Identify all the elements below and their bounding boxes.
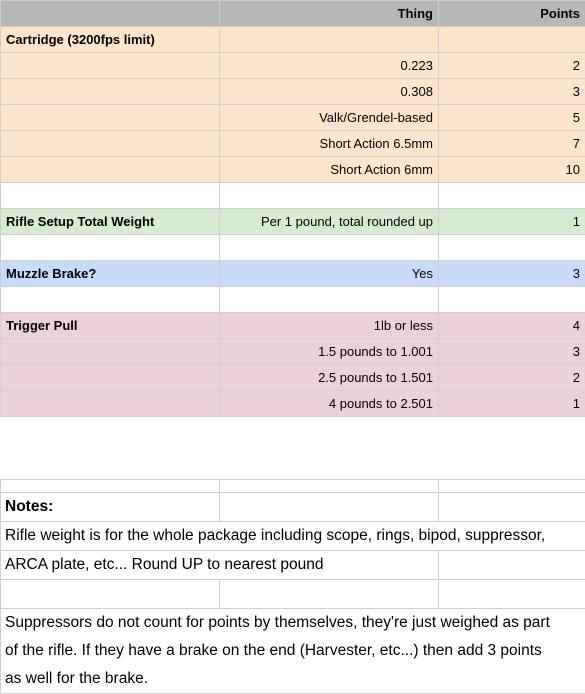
notes-table bbox=[0, 479, 585, 694]
suppressor-note-row bbox=[1, 665, 585, 694]
cell[interactable] bbox=[1, 365, 220, 391]
thing-cell[interactable]: Per 1 pound, total rounded up bbox=[220, 209, 439, 235]
header-points[interactable]: Points bbox=[439, 1, 585, 27]
trigger-section-row bbox=[1, 313, 585, 339]
weight-row bbox=[1, 209, 585, 235]
cell[interactable] bbox=[1, 235, 220, 261]
points-cell[interactable]: 2 bbox=[439, 365, 585, 391]
weight-note-row bbox=[1, 522, 585, 551]
cartridge-section-row bbox=[1, 27, 585, 53]
table-row bbox=[1, 157, 585, 183]
cell[interactable] bbox=[220, 493, 439, 522]
suppressor-note-row bbox=[1, 637, 585, 665]
cell[interactable] bbox=[439, 287, 585, 313]
cell[interactable] bbox=[439, 183, 585, 209]
thing-cell[interactable]: 0.308 bbox=[220, 79, 439, 105]
brake-label[interactable]: Muzzle Brake? bbox=[1, 261, 220, 287]
table-row bbox=[1, 339, 585, 365]
points-cell[interactable]: 7 bbox=[439, 131, 585, 157]
table-row bbox=[1, 79, 585, 105]
brake-row bbox=[1, 261, 585, 287]
cell[interactable] bbox=[1, 580, 220, 609]
table-row bbox=[1, 391, 585, 417]
notes-title[interactable]: Notes: bbox=[1, 493, 220, 522]
points-cell[interactable]: 3 bbox=[439, 79, 585, 105]
table-row bbox=[1, 105, 585, 131]
table-row bbox=[1, 131, 585, 157]
cell[interactable] bbox=[1, 480, 220, 493]
thing-cell[interactable]: 1lb or less bbox=[220, 313, 439, 339]
points-cell[interactable]: 10 bbox=[439, 157, 585, 183]
cell[interactable] bbox=[439, 27, 585, 53]
thing-cell[interactable]: Valk/Grendel-based bbox=[220, 105, 439, 131]
cartridge-label[interactable]: Cartridge (3200fps limit) bbox=[1, 27, 220, 53]
weight-note-row bbox=[1, 551, 585, 580]
cell[interactable] bbox=[1, 53, 220, 79]
suppressor-note-line1[interactable]: Suppressors do not count for points by themselves, they're just weighed as part bbox=[1, 609, 585, 638]
cell[interactable] bbox=[220, 235, 439, 261]
cell[interactable] bbox=[439, 235, 585, 261]
points-cell[interactable]: 5 bbox=[439, 105, 585, 131]
blank-row bbox=[1, 183, 585, 209]
cell[interactable] bbox=[439, 493, 585, 522]
trigger-label[interactable]: Trigger Pull bbox=[1, 313, 220, 339]
header-thing[interactable]: Thing bbox=[220, 1, 439, 27]
suppressor-note-row bbox=[1, 609, 585, 638]
blank-row bbox=[1, 235, 585, 261]
notes-title-row bbox=[1, 493, 585, 522]
cell[interactable] bbox=[220, 480, 439, 493]
thing-cell[interactable]: Short Action 6.5mm bbox=[220, 131, 439, 157]
suppressor-note-line3[interactable]: as well for the brake. bbox=[1, 665, 585, 694]
thing-cell[interactable]: 2.5 pounds to 1.501 bbox=[220, 365, 439, 391]
points-cell[interactable]: 1 bbox=[439, 391, 585, 417]
cell[interactable] bbox=[1, 287, 220, 313]
cell[interactable] bbox=[1, 183, 220, 209]
blank-row bbox=[1, 287, 585, 313]
cell[interactable] bbox=[1, 105, 220, 131]
table-row bbox=[1, 53, 585, 79]
header-row bbox=[1, 1, 585, 27]
thing-cell[interactable]: 4 pounds to 2.501 bbox=[220, 391, 439, 417]
cell[interactable] bbox=[1, 391, 220, 417]
cell[interactable] bbox=[220, 287, 439, 313]
cell[interactable] bbox=[220, 183, 439, 209]
weight-note-line1[interactable]: Rifle weight is for the whole package including scope, rings, bipod, suppressor, bbox=[1, 522, 585, 551]
thing-cell[interactable]: 1.5 pounds to 1.001 bbox=[220, 339, 439, 365]
cell[interactable] bbox=[439, 580, 585, 609]
cell[interactable] bbox=[1, 339, 220, 365]
cell[interactable] bbox=[220, 580, 439, 609]
points-cell[interactable]: 2 bbox=[439, 53, 585, 79]
header-cell-a[interactable] bbox=[1, 1, 220, 27]
thing-cell[interactable]: Yes bbox=[220, 261, 439, 287]
thing-cell[interactable]: Short Action 6mm bbox=[220, 157, 439, 183]
weight-note-line2[interactable]: ARCA plate, etc... Round UP to nearest pound bbox=[1, 551, 439, 580]
suppressor-note-line2[interactable]: of the rifle. If they have a brake on the end (Harvester, etc...) then add 3 points bbox=[1, 637, 585, 665]
cell[interactable] bbox=[1, 157, 220, 183]
cell[interactable] bbox=[1, 79, 220, 105]
cell[interactable] bbox=[439, 551, 585, 580]
table-row bbox=[1, 365, 585, 391]
points-cell[interactable]: 3 bbox=[439, 339, 585, 365]
cell[interactable] bbox=[220, 27, 439, 53]
cell[interactable] bbox=[439, 480, 585, 493]
thing-cell[interactable]: 0.223 bbox=[220, 53, 439, 79]
points-cell[interactable]: 1 bbox=[439, 209, 585, 235]
notes-spacer-row bbox=[1, 480, 585, 493]
points-cell[interactable]: 4 bbox=[439, 313, 585, 339]
weight-label[interactable]: Rifle Setup Total Weight bbox=[1, 209, 220, 235]
blank-row bbox=[1, 580, 585, 609]
cell[interactable] bbox=[1, 131, 220, 157]
points-cell[interactable]: 3 bbox=[439, 261, 585, 287]
sheet-gap bbox=[0, 417, 585, 479]
